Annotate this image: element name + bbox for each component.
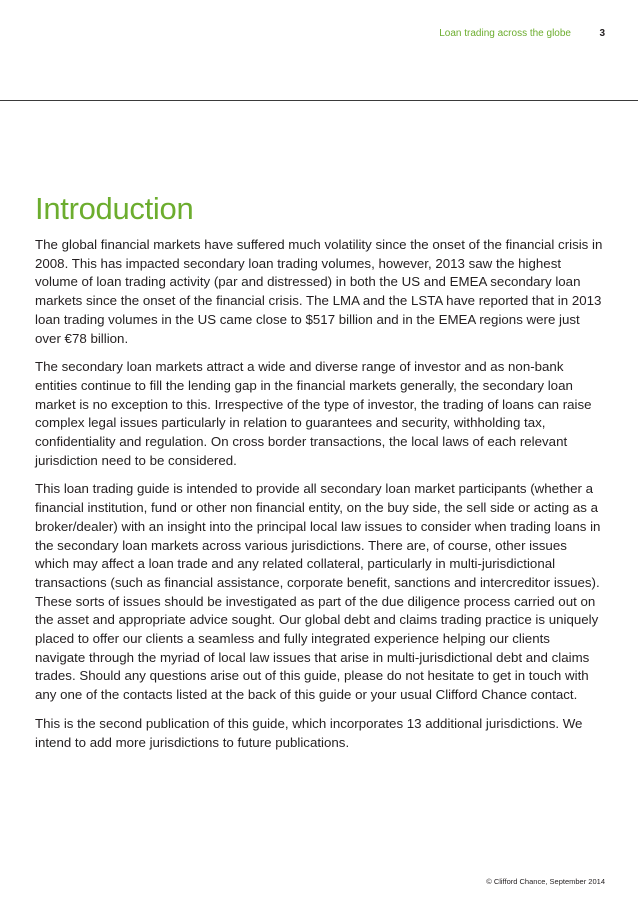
body-text xyxy=(35,236,603,762)
paragraph: This loan trading guide is intended to provide all secondary loan market participants (whether a financial institution, fund or other non financial entity, on the buy side, the sell side or acting as a broker/dealer) with an insight into the principal local law issues to consider when trading loans in the secondary loan markets across various jurisdictions. There are, of course, other issues which may affect a loan trade and any related collateral, particularly in multi-jurisdictional transactions (such as financial assistance, corporate benefit, sanctions and intercreditor issues). These sorts of issues should be investigated as part of the due diligence process carried out on the asset and appropriate advice sought. Our global debt and claims trading practice is uniquely placed to offer our clients a seamless and fully integrated experience helping our clients navigate through the myriad of local law issues that arise in multi-jurisdictional debt and claims trades. Should any questions arise out of this guide, please do not hesitate to get in touch with any one of the contacts listed at the back of this guide or your usual Clifford Chance contact. xyxy=(35,481,601,703)
footer-credit: © Clifford Chance, September 2014 xyxy=(486,877,605,886)
paragraph: This is the second publication of this guide, which incorporates 13 additional jurisdictions. We intend to add more jurisdictions to future publications. xyxy=(35,715,583,750)
paragraph: The secondary loan markets attract a wide and diverse range of investor and as non-bank entities continue to fill the lending gap in the financial markets generally, the secondary loan market is no exception to this. Irrespective of the type of investor, the trading of loans can raise complex legal issues particularly in relation to guarantees and security, withholding tax, confidentiality and regulation. On cross border transactions, the local laws of each relevant jurisdiction need to be considered. xyxy=(35,359,592,468)
header-divider xyxy=(0,100,638,101)
running-header-title: Loan trading across the globe xyxy=(439,28,571,39)
section-heading: Introduction xyxy=(35,191,194,226)
paragraph: The global financial markets have suffered much volatility since the onset of the financial crisis in 2008. This has impacted secondary loan trading volumes, however, 2013 saw the highest volume of loan trading activity (par and distressed) in both the US and EMEA secondary loan markets since the onset of the financial crisis. The LMA and the LSTA have reported that in 2013 loan trading volumes in the US came close to $517 billion and in the EMEA regions were just over €78 billion. xyxy=(35,237,603,346)
page-number: 3 xyxy=(599,28,605,39)
